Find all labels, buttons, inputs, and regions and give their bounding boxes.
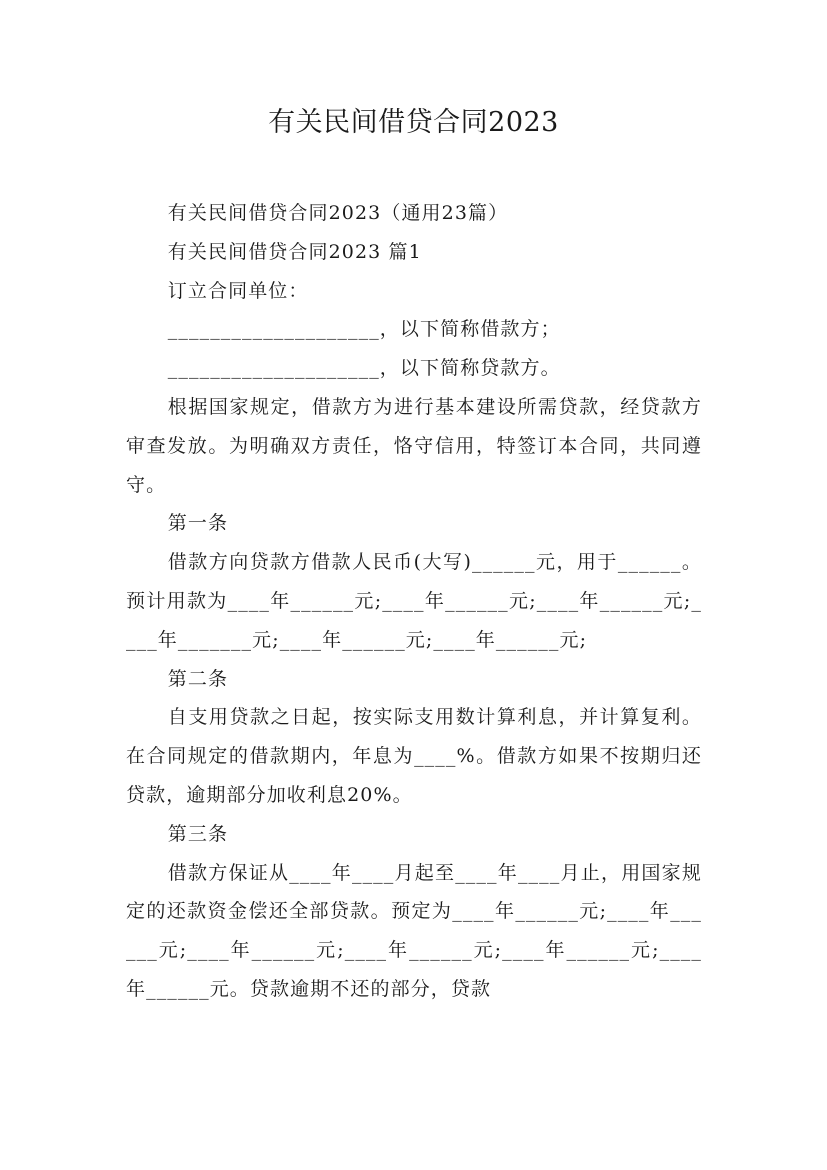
paragraph-section-heading: 有关民间借贷合同2023 篇1 [167, 240, 422, 263]
article-2-text: 自支用贷款之日起，按实际支用数计算利息，并计算复利。在合同规定的借款期内，年息为____%。借款方如果不按期归还贷款，逾期部分加收利息20%。 [126, 706, 702, 806]
article-3-text: 借款方保证从____年____月起至____年____月止，用国家规定的还款资金偿还全部贷款。预定为____年______元;____年______元;____年______元;____年______元;____年______元;____年______元。贷款逾期不还的部分，贷款 [126, 861, 702, 1000]
article-1-text: 借款方向贷款方借款人民币(大写)______元，用于______。预计用款为____年______元;____年______元;____年______元;____年_______元;____年______元;____年______元; [126, 551, 702, 651]
paragraph-borrower-line: ____________________，以下简称借款方； [167, 318, 561, 341]
document-title: 有关民间借贷合同2023 [268, 107, 559, 138]
article-3-heading: 第三条 [167, 822, 229, 845]
paragraph-subtitle: 有关民间借贷合同2023（通用23篇） [167, 202, 509, 224]
document-body [126, 194, 702, 1009]
article-1-heading: 第一条 [167, 512, 229, 535]
article-2-heading: 第二条 [167, 667, 229, 690]
paragraph-preamble: 根据国家规定，借款方为进行基本建设所需贷款，经贷款方审查发放。为明确双方责任，恪守信用，特签订本合同，共同遵守。 [126, 395, 702, 496]
paragraph-parties-label: 订立合同单位： [167, 279, 309, 302]
paragraph-lender-line: ____________________，以下简称贷款方。 [167, 357, 561, 380]
